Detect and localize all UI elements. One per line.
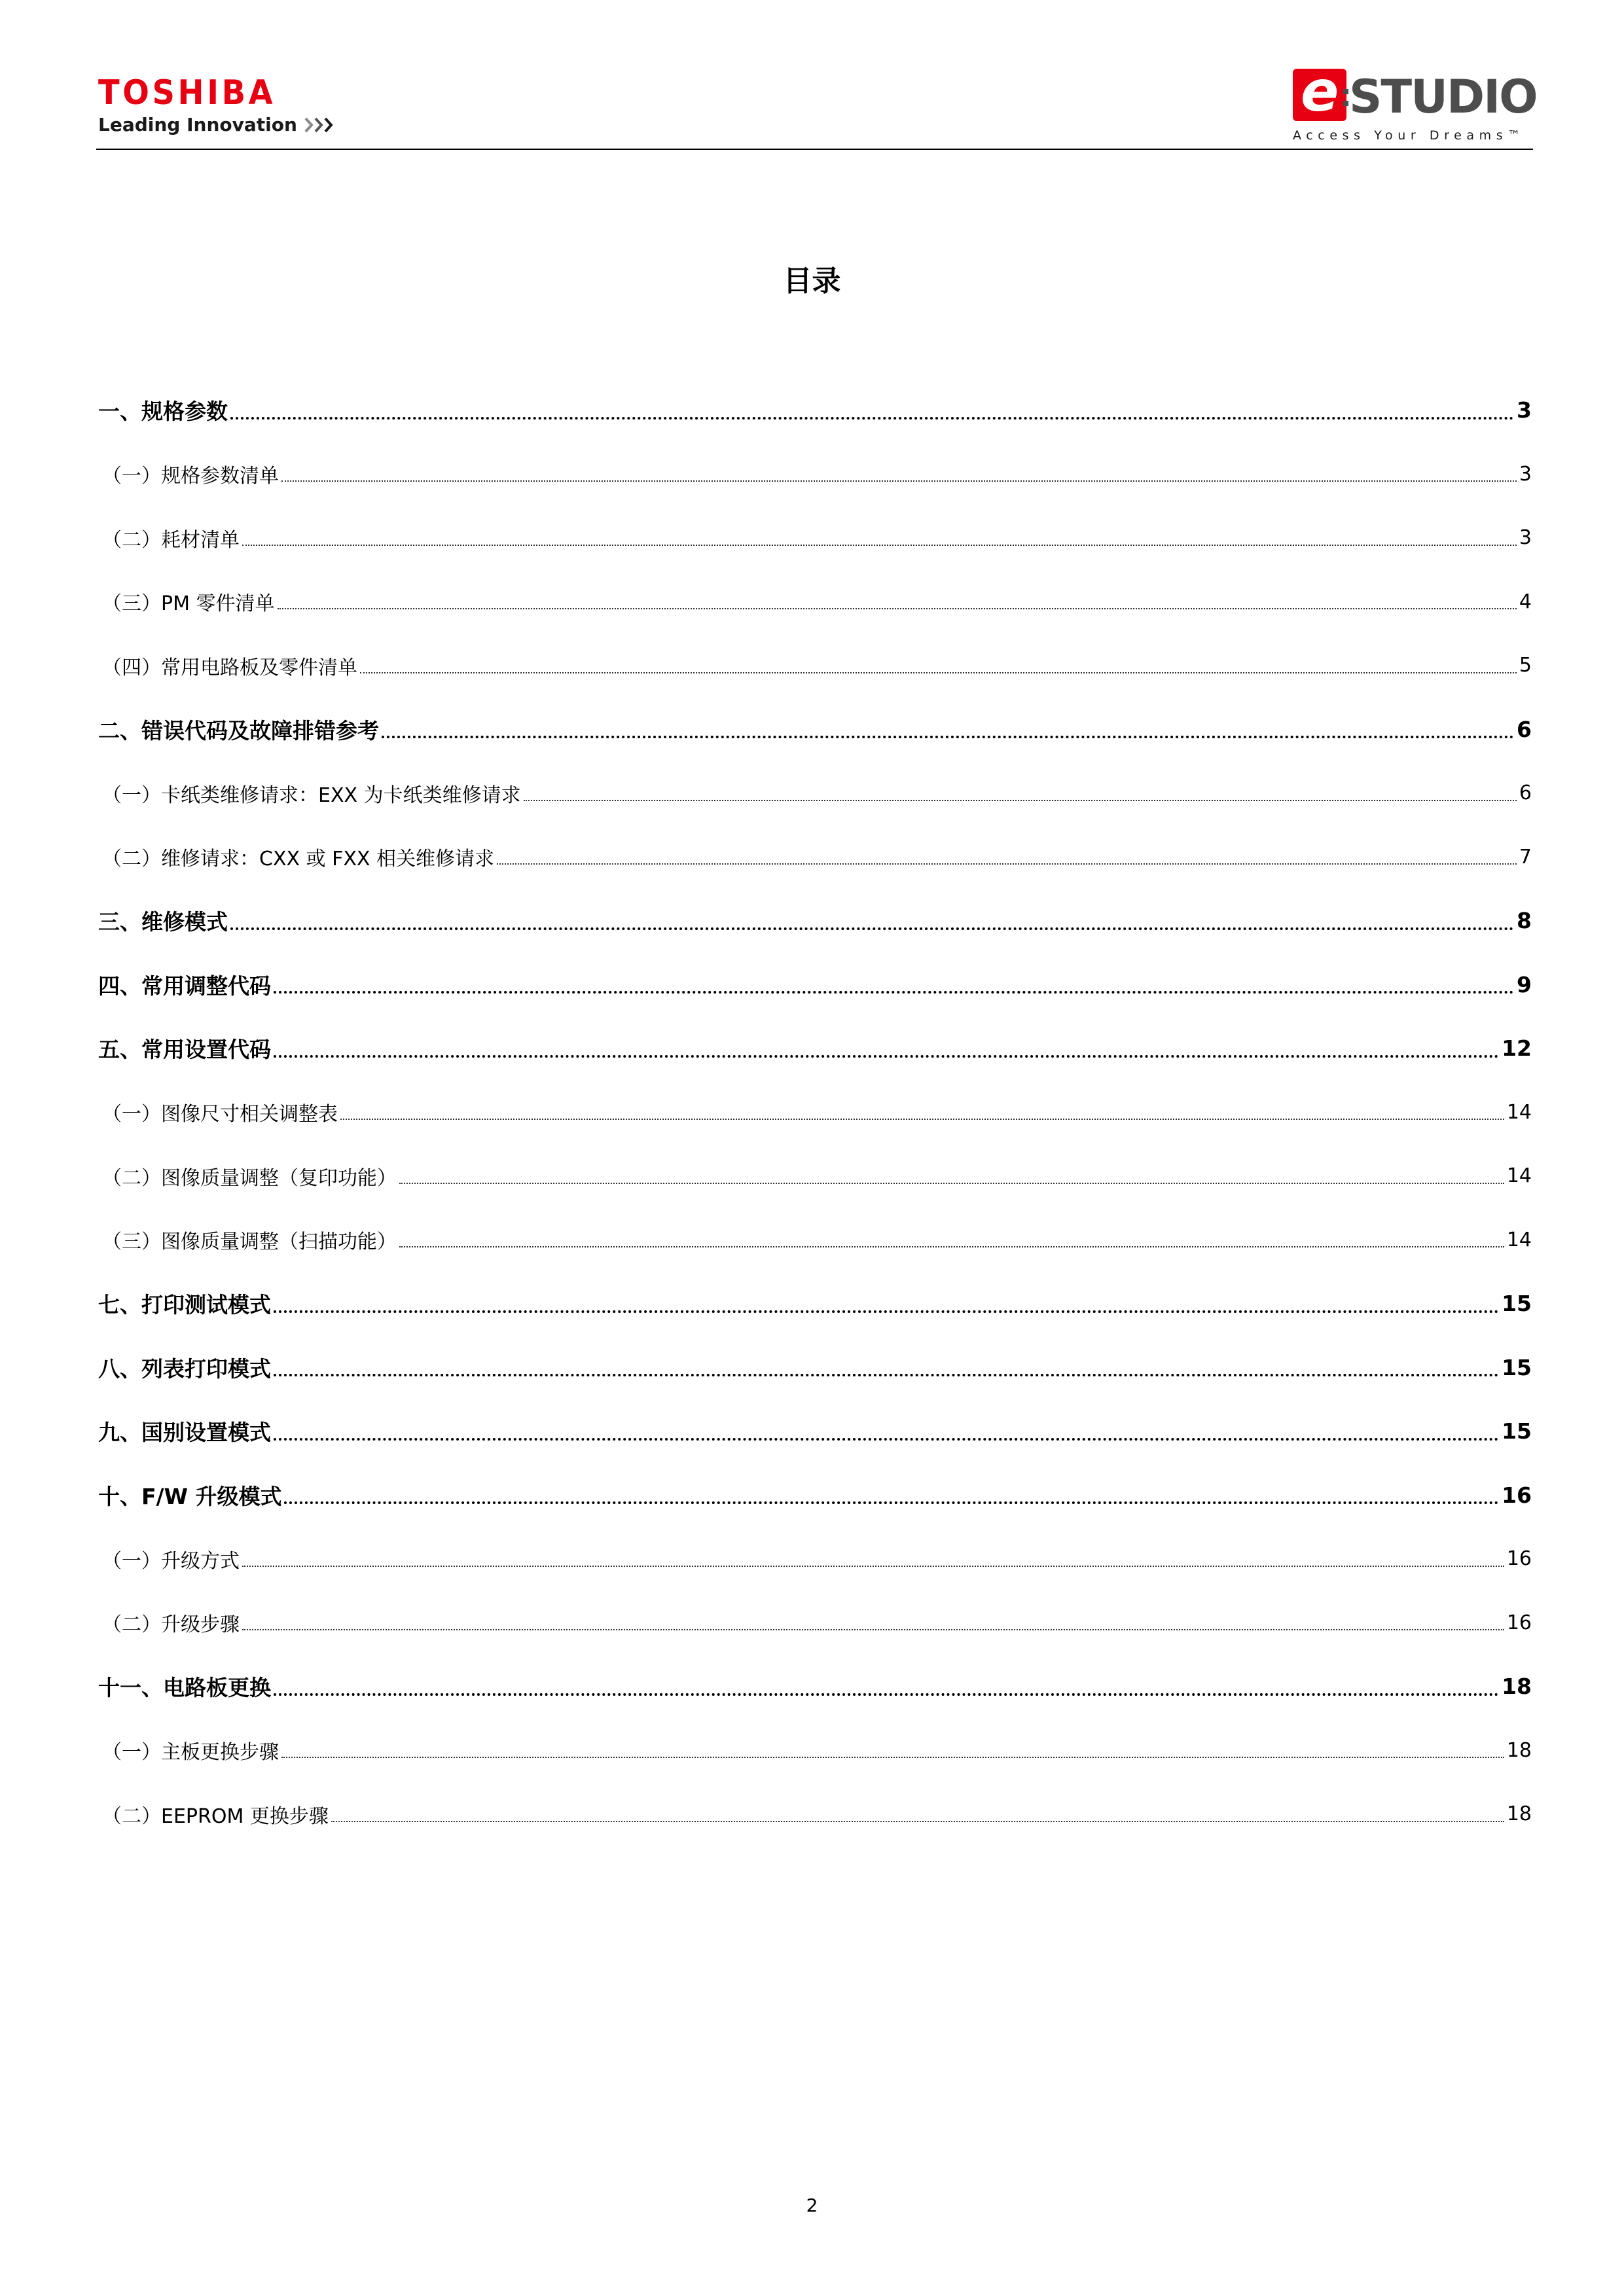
toc-dot-leader	[382, 736, 1514, 738]
toc-dot-leader	[278, 608, 1517, 609]
toc-entry-label: 五、常用设置代码	[98, 1037, 271, 1063]
toc-dot-leader	[274, 1438, 1499, 1441]
toc-section-entry[interactable]	[98, 1399, 1532, 1463]
page-title: 目录	[783, 264, 841, 298]
toc-dot-leader	[230, 927, 1514, 930]
toc-subsection-entry[interactable]	[98, 761, 1532, 825]
toc-subsection-entry[interactable]	[98, 570, 1532, 634]
toc-dot-leader	[230, 417, 1514, 420]
toc-dot-leader	[242, 1629, 1504, 1630]
toc-section-entry[interactable]	[98, 889, 1532, 953]
toc-entry-page: 15	[1502, 1291, 1532, 1317]
toc-entry-page: 9	[1517, 971, 1532, 997]
toc-dot-leader	[274, 1055, 1499, 1058]
toc-dot-leader	[281, 1757, 1504, 1758]
toc-entry-label: （一）主板更换步骤	[102, 1741, 279, 1765]
toc-subsection-entry[interactable]	[98, 506, 1532, 570]
toc-subsection-entry[interactable]	[98, 1719, 1532, 1783]
toc-entry-label: （一）图像尺寸相关调整表	[102, 1103, 338, 1126]
toc-section-entry[interactable]	[98, 953, 1532, 1017]
toc-dot-leader	[360, 672, 1517, 673]
toc-entry-page: 16	[1502, 1482, 1532, 1508]
toc-entry-label: 三、维修模式	[98, 909, 228, 935]
toc-section-entry[interactable]	[98, 1272, 1532, 1336]
toc-subsection-entry[interactable]	[98, 1208, 1532, 1272]
toc-entry-label: 一、规格参数	[98, 399, 228, 425]
toc-dot-leader	[242, 545, 1517, 546]
toc-entry-page: 4	[1519, 590, 1532, 613]
toc-entry-label: （二）升级步骤	[102, 1613, 240, 1637]
toc-subsection-entry[interactable]	[98, 825, 1532, 889]
toc-entry-page: 3	[1519, 526, 1532, 550]
toc-dot-leader	[524, 800, 1517, 801]
toc-entry-page: 18	[1506, 1738, 1532, 1762]
toc-entry-page: 15	[1502, 1354, 1532, 1380]
toc-entry-page: 18	[1502, 1674, 1532, 1700]
toc-section-entry[interactable]	[98, 378, 1532, 442]
toc-entry-page: 8	[1517, 908, 1532, 934]
toc-entry-page: 14	[1506, 1164, 1532, 1188]
toc-subsection-entry[interactable]	[98, 1591, 1532, 1655]
page-number: 2	[806, 2195, 818, 2216]
toc-entry-label: 九、国别设置模式	[98, 1420, 271, 1446]
toc-entry-page: 18	[1506, 1803, 1532, 1826]
toc-entry-page: 7	[1519, 845, 1532, 869]
toc-dot-leader	[399, 1183, 1504, 1184]
chevrons-icon	[304, 117, 339, 134]
toc-entry-label: （一）卡纸类维修请求：EXX 为卡纸类维修请求	[102, 783, 521, 807]
toc-subsection-entry[interactable]	[98, 1782, 1532, 1846]
toshiba-wordmark: TOSHIBA	[98, 73, 276, 113]
toc-entry-page: 16	[1506, 1611, 1532, 1634]
toc-entry-label: （二）图像质量调整（复印功能）	[102, 1166, 397, 1190]
toc-section-entry[interactable]	[98, 1463, 1532, 1528]
toc-entry-label: 十、F/W 升级模式	[98, 1483, 282, 1509]
toc-entry-label: （三）PM 零件清单	[102, 592, 275, 616]
header-divider	[96, 149, 1533, 150]
toc-entry-page: 3	[1517, 397, 1532, 423]
toshiba-tagline	[98, 114, 339, 136]
toc-entry-page: 14	[1506, 1100, 1532, 1124]
toc-dot-leader	[274, 1310, 1499, 1313]
toc-entry-label: （四）常用电路板及零件清单	[102, 656, 357, 679]
estudio-e-letter: e	[1301, 59, 1339, 124]
toc-dot-leader	[274, 991, 1514, 994]
toc-entry-label: （三）图像质量调整（扫描功能）	[102, 1230, 397, 1254]
tagline-text: Leading Innovation	[98, 114, 297, 135]
toc-section-entry[interactable]	[98, 1016, 1532, 1081]
estudio-e-badge	[1293, 59, 1346, 124]
toc-dot-leader	[497, 863, 1517, 865]
toc-dot-leader	[281, 480, 1517, 482]
toc-subsection-entry[interactable]	[98, 442, 1532, 507]
toc-entry-label: 十一、电路板更换	[98, 1675, 271, 1701]
toc-subsection-entry[interactable]	[98, 634, 1532, 698]
estudio-logo	[1293, 59, 1537, 151]
toc-entry-page: 14	[1506, 1228, 1532, 1251]
toc-entry-label: （二）维修请求：CXX 或 FXX 相关维修请求	[102, 848, 495, 871]
toc-entry-label: （一）升级方式	[102, 1549, 240, 1573]
toc-entry-page: 6	[1517, 716, 1532, 742]
toc-entry-page: 16	[1506, 1547, 1532, 1571]
toc-entry-page: 3	[1519, 462, 1532, 486]
toc-dot-leader	[274, 1693, 1499, 1696]
estudio-tagline: Access Your Dreams™	[1293, 128, 1525, 143]
toc-section-entry[interactable]	[98, 698, 1532, 762]
toc-dot-leader	[274, 1374, 1499, 1376]
toshiba-logo	[98, 73, 339, 136]
toc-dot-leader	[340, 1119, 1504, 1120]
toc-subsection-entry[interactable]	[98, 1144, 1532, 1208]
toc-entry-label: （二）EEPROM 更换步骤	[102, 1804, 329, 1828]
toc-entry-label: （二）耗材清单	[102, 528, 240, 552]
toc-entry-page: 6	[1519, 781, 1532, 805]
toc-entry-label: 七、打印测试模式	[98, 1292, 271, 1318]
estudio-dots-icon	[1343, 86, 1349, 110]
toc-entry-label: 八、列表打印模式	[98, 1355, 271, 1382]
toc-section-entry[interactable]	[98, 1336, 1532, 1400]
toc-section-entry[interactable]	[98, 1655, 1532, 1719]
toc-entry-label: 四、常用调整代码	[98, 973, 271, 999]
toc-entry-page: 15	[1502, 1418, 1532, 1444]
toc-subsection-entry[interactable]	[98, 1527, 1532, 1591]
toc-entry-page: 12	[1502, 1035, 1532, 1062]
toc-entry-label: （一）规格参数清单	[102, 465, 279, 488]
page-header	[0, 0, 1624, 157]
toc-entry-label: 二、错误代码及故障排错参考	[98, 717, 379, 744]
toc-dot-leader	[399, 1246, 1504, 1247]
toc-subsection-entry[interactable]	[98, 1081, 1532, 1145]
table-of-contents	[98, 378, 1532, 1846]
toc-dot-leader	[242, 1566, 1504, 1567]
toc-dot-leader	[331, 1821, 1504, 1822]
toc-dot-leader	[284, 1501, 1499, 1504]
toc-entry-page: 5	[1519, 654, 1532, 677]
estudio-wordmark: STUDIO	[1349, 70, 1537, 124]
